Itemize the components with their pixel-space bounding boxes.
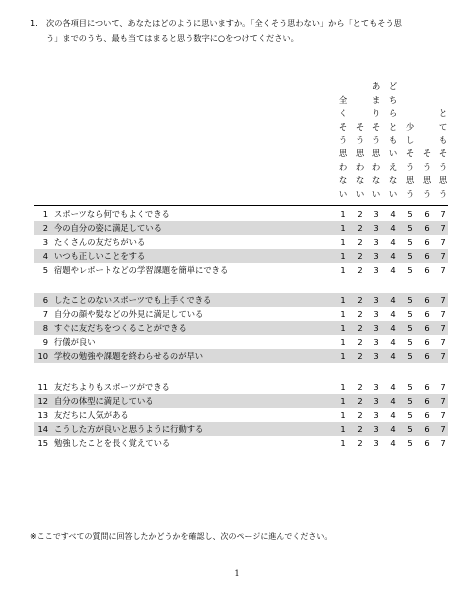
footer-note: ※ここですべての質問に回答したかどうかを確認し、次のページに進んでください。 — [30, 532, 333, 541]
scale-option-5[interactable]: 5 — [407, 251, 413, 261]
scale-header-char: て — [438, 121, 448, 132]
scale-option-4[interactable]: 4 — [390, 309, 396, 319]
item-text: 友だちに人気がある — [54, 410, 129, 420]
scale-option-2[interactable]: 2 — [357, 265, 363, 275]
scale-option-7[interactable]: 7 — [440, 438, 446, 448]
scale-option-7[interactable]: 7 — [440, 209, 446, 219]
scale-option-6[interactable]: 6 — [424, 223, 430, 233]
scale-header-char: と — [388, 121, 398, 132]
scale-option-4[interactable]: 4 — [390, 295, 396, 305]
scale-header-char: し — [405, 135, 415, 145]
item-number: 2 — [42, 223, 48, 233]
scale-header-char: ち — [388, 94, 398, 105]
scale-option-4[interactable]: 4 — [390, 209, 396, 219]
scale-option-5[interactable]: 5 — [407, 295, 413, 305]
item-number: 11 — [37, 382, 48, 392]
item-text: 自分の顔や髪などの外見に満足している — [54, 309, 204, 319]
page-number: 1 — [234, 569, 240, 578]
item-number: 10 — [37, 351, 48, 361]
scale-option-3[interactable]: 3 — [373, 295, 379, 305]
question-row — [34, 436, 448, 450]
scale-header-char: な — [355, 175, 365, 186]
scale-option-4[interactable]: 4 — [390, 237, 396, 247]
question-row — [34, 380, 448, 394]
scale-option-4[interactable]: 4 — [390, 396, 396, 406]
item-text: いつも正しいことをする — [54, 251, 146, 261]
scale-option-4[interactable]: 4 — [390, 410, 396, 420]
scale-option-2[interactable]: 2 — [357, 209, 363, 219]
scale-option-3[interactable]: 3 — [373, 209, 379, 219]
scale-option-2[interactable]: 2 — [357, 323, 363, 333]
item-text: したことのないスポーツでも上手くできる — [54, 295, 212, 305]
scale-header-char: う — [438, 188, 448, 199]
scale-option-1[interactable]: 1 — [340, 382, 346, 392]
scale-header-char: あ — [371, 81, 381, 92]
scale-option-7[interactable]: 7 — [440, 410, 446, 420]
scale-option-3[interactable]: 3 — [373, 337, 379, 347]
scale-option-1[interactable]: 1 — [340, 265, 346, 275]
item-number: 8 — [42, 323, 48, 333]
question-row — [34, 335, 448, 349]
scale-header-char: 思 — [422, 175, 432, 186]
scale-header-char: い — [338, 188, 348, 199]
scale-option-5[interactable]: 5 — [407, 410, 413, 420]
scale-option-2[interactable]: 2 — [357, 351, 363, 361]
scale-option-6[interactable]: 6 — [424, 424, 430, 434]
item-text: すぐに友だちをつくることができる — [54, 323, 187, 333]
scale-option-7[interactable]: 7 — [440, 237, 446, 247]
scale-header-char: 思 — [405, 175, 415, 186]
scale-option-1[interactable]: 1 — [340, 295, 346, 305]
scale-option-5[interactable]: 5 — [407, 209, 413, 219]
scale-header-char: く — [338, 108, 348, 119]
question-row — [34, 293, 448, 307]
scale-option-5[interactable]: 5 — [407, 223, 413, 233]
scale-option-2[interactable]: 2 — [357, 337, 363, 347]
scale-option-6[interactable]: 6 — [424, 295, 430, 305]
scale-option-2[interactable]: 2 — [357, 309, 363, 319]
scale-header-char: わ — [355, 161, 365, 172]
scale-header-4 — [388, 80, 398, 201]
scale-option-2[interactable]: 2 — [357, 223, 363, 233]
scale-header-char: う — [405, 161, 415, 172]
scale-header-char: り — [371, 108, 381, 119]
scale-option-4[interactable]: 4 — [390, 337, 396, 347]
item-text: 自分の体型に満足している — [54, 396, 154, 406]
scale-option-7[interactable]: 7 — [440, 309, 446, 319]
scale-header-char: そ — [355, 121, 365, 132]
scale-header-char: ら — [388, 108, 398, 119]
item-text: 行儀が良い — [54, 337, 96, 347]
scale-option-1[interactable]: 1 — [340, 337, 346, 347]
scale-option-1[interactable]: 1 — [340, 351, 346, 361]
scale-option-6[interactable]: 6 — [424, 396, 430, 406]
scale-header-char: そ — [338, 121, 348, 132]
item-number: 9 — [42, 337, 48, 347]
scale-option-7[interactable]: 7 — [440, 337, 446, 347]
scale-header-char: 思 — [371, 148, 381, 159]
scale-option-3[interactable]: 3 — [373, 265, 379, 275]
scale-header-char: う — [422, 188, 432, 199]
scale-header-char: い — [371, 188, 381, 199]
scale-header-char: え — [388, 161, 398, 172]
question-row — [34, 349, 448, 363]
scale-option-3[interactable]: 3 — [373, 424, 379, 434]
scale-option-1[interactable]: 1 — [340, 251, 346, 261]
scale-option-6[interactable]: 6 — [424, 237, 430, 247]
scale-option-3[interactable]: 3 — [373, 309, 379, 319]
item-text: 友だちよりもスポーツができる — [54, 382, 170, 392]
scale-header-7 — [438, 107, 448, 201]
scale-option-2[interactable]: 2 — [357, 237, 363, 247]
scale-option-3[interactable]: 3 — [373, 396, 379, 406]
question-row — [34, 422, 448, 436]
scale-option-7[interactable]: 7 — [440, 265, 446, 275]
scale-header-char: 思 — [338, 148, 348, 159]
scale-option-2[interactable]: 2 — [357, 396, 363, 406]
scale-option-3[interactable]: 3 — [373, 351, 379, 361]
scale-option-1[interactable]: 1 — [340, 323, 346, 333]
scale-option-6[interactable]: 6 — [424, 323, 430, 333]
scale-option-5[interactable]: 5 — [407, 351, 413, 361]
item-text: こうした方が良いと思うように行動する — [54, 424, 204, 434]
scale-option-5[interactable]: 5 — [407, 337, 413, 347]
item-number: 12 — [37, 396, 48, 406]
scale-option-6[interactable]: 6 — [424, 309, 430, 319]
scale-option-6[interactable]: 6 — [424, 410, 430, 420]
scale-option-3[interactable]: 3 — [373, 237, 379, 247]
scale-header-char: そ — [405, 148, 415, 159]
scale-option-5[interactable]: 5 — [407, 237, 413, 247]
scale-header-char: そ — [422, 148, 432, 159]
scale-option-6[interactable]: 6 — [424, 438, 430, 448]
instruction-text — [30, 16, 450, 46]
scale-option-2[interactable]: 2 — [357, 295, 363, 305]
scale-header-char: 少 — [405, 121, 415, 132]
scale-option-6[interactable]: 6 — [424, 209, 430, 219]
scale-option-4[interactable]: 4 — [390, 251, 396, 261]
question-row — [34, 307, 448, 321]
scale-header-char: な — [371, 175, 381, 186]
scale-header-char: 思 — [438, 175, 448, 186]
scale-option-7[interactable]: 7 — [440, 323, 446, 333]
question-row — [34, 408, 448, 422]
question-row — [34, 221, 448, 235]
scale-option-3[interactable]: 3 — [373, 382, 379, 392]
scale-header-char: も — [438, 135, 448, 145]
item-text: スポーツなら何でもよくできる — [54, 209, 170, 219]
scale-option-4[interactable]: 4 — [390, 223, 396, 233]
scale-option-4[interactable]: 4 — [390, 323, 396, 333]
item-number: 5 — [42, 265, 48, 275]
scale-header-char: う — [371, 135, 381, 146]
scale-option-3[interactable]: 3 — [373, 323, 379, 333]
scale-option-7[interactable]: 7 — [440, 251, 446, 261]
scale-header-char: ま — [371, 94, 381, 105]
question-row — [34, 394, 448, 408]
item-text: 勉強したことを長く覚えている — [54, 438, 171, 448]
scale-header-char: う — [355, 135, 365, 145]
question-row — [34, 207, 448, 221]
scale-option-5[interactable]: 5 — [407, 265, 413, 275]
scale-option-1[interactable]: 1 — [340, 209, 346, 219]
scale-option-1[interactable]: 1 — [340, 237, 346, 247]
scale-option-6[interactable]: 6 — [424, 337, 430, 347]
scale-option-7[interactable]: 7 — [440, 382, 446, 392]
scale-option-1[interactable]: 1 — [340, 410, 346, 420]
scale-option-5[interactable]: 5 — [407, 396, 413, 406]
scale-option-6[interactable]: 6 — [424, 382, 430, 392]
scale-header-char: そ — [438, 148, 448, 159]
scale-option-5[interactable]: 5 — [407, 438, 413, 448]
scale-option-1[interactable]: 1 — [340, 396, 346, 406]
scale-header-char: ど — [388, 81, 398, 92]
scale-option-4[interactable]: 4 — [390, 265, 396, 275]
scale-option-1[interactable]: 1 — [340, 223, 346, 233]
question-row — [34, 235, 448, 249]
scale-option-6[interactable]: 6 — [424, 265, 430, 275]
scale-header-6 — [422, 147, 432, 201]
scale-header-char: な — [388, 175, 398, 186]
scale-option-2[interactable]: 2 — [357, 410, 363, 420]
scale-header-char: 思 — [355, 148, 365, 159]
scale-option-3[interactable]: 3 — [373, 223, 379, 233]
scale-header-char: う — [422, 161, 432, 172]
item-number: 7 — [42, 309, 48, 319]
header-divider-line — [34, 205, 448, 206]
scale-header-char: も — [388, 135, 398, 146]
item-number: 4 — [42, 251, 48, 261]
item-text: 学校の勉強や課題を終わらせるのが早い — [54, 351, 204, 361]
scale-option-5[interactable]: 5 — [407, 382, 413, 392]
scale-header-1 — [338, 94, 348, 201]
scale-option-2[interactable]: 2 — [357, 424, 363, 434]
item-number: 3 — [42, 237, 48, 247]
scale-header-char: わ — [338, 161, 348, 172]
scale-option-7[interactable]: 7 — [440, 295, 446, 305]
scale-option-2[interactable]: 2 — [357, 251, 363, 261]
scale-option-4[interactable]: 4 — [390, 424, 396, 434]
question-number: 1. — [30, 18, 38, 28]
question-row — [34, 263, 448, 277]
scale-option-7[interactable]: 7 — [440, 424, 446, 434]
scale-option-1[interactable]: 1 — [340, 424, 346, 434]
scale-option-7[interactable]: 7 — [440, 223, 446, 233]
item-number: 1 — [42, 209, 48, 219]
scale-header-5 — [405, 121, 415, 201]
scale-header-char: う — [438, 161, 448, 172]
item-number: 14 — [37, 424, 48, 434]
scale-option-2[interactable]: 2 — [357, 382, 363, 392]
question-row — [34, 249, 448, 263]
scale-option-4[interactable]: 4 — [390, 351, 396, 361]
question-row — [34, 321, 448, 335]
scale-header-char: そ — [371, 121, 381, 132]
scale-option-7[interactable]: 7 — [440, 351, 446, 361]
scale-header-char: な — [338, 175, 348, 186]
scale-option-4[interactable]: 4 — [390, 382, 396, 392]
scale-option-2[interactable]: 2 — [357, 438, 363, 448]
item-number: 13 — [37, 410, 48, 420]
item-text: 今の自分の姿に満足している — [54, 223, 162, 233]
scale-option-6[interactable]: 6 — [424, 351, 430, 361]
scale-header-char: う — [338, 135, 348, 146]
scale-header-char: い — [355, 188, 365, 199]
scale-header-char: い — [388, 188, 398, 199]
scale-option-1[interactable]: 1 — [340, 438, 346, 448]
scale-option-3[interactable]: 3 — [373, 251, 379, 261]
item-text: 宿題やレポートなどの学習課題を簡単にできる — [54, 265, 229, 275]
scale-option-3[interactable]: 3 — [373, 438, 379, 448]
scale-header-char: 全 — [338, 94, 348, 105]
scale-option-3[interactable]: 3 — [373, 410, 379, 420]
scale-header-2 — [355, 121, 365, 201]
scale-option-5[interactable]: 5 — [407, 424, 413, 434]
scale-option-6[interactable]: 6 — [424, 251, 430, 261]
scale-option-5[interactable]: 5 — [407, 309, 413, 319]
instruction-line-2: う」までのうち、最も当てはまると思う数字に○をつけてください。 — [46, 33, 299, 43]
item-number: 6 — [42, 295, 48, 305]
scale-option-5[interactable]: 5 — [407, 323, 413, 333]
instruction-line-1: 次の各項目について、あなたはどのように思いますか。「全くそう思わない」から「とてもそう思 — [46, 18, 402, 28]
item-number: 15 — [37, 438, 48, 448]
scale-header-char: う — [405, 188, 415, 199]
scale-option-4[interactable]: 4 — [390, 438, 396, 448]
scale-option-7[interactable]: 7 — [440, 396, 446, 406]
scale-header-char: と — [438, 108, 448, 119]
scale-header-char: い — [388, 148, 398, 159]
scale-header-3 — [371, 80, 381, 201]
scale-header-char: わ — [371, 161, 381, 172]
scale-option-1[interactable]: 1 — [340, 309, 346, 319]
item-text: たくさんの友だちがいる — [54, 237, 146, 247]
